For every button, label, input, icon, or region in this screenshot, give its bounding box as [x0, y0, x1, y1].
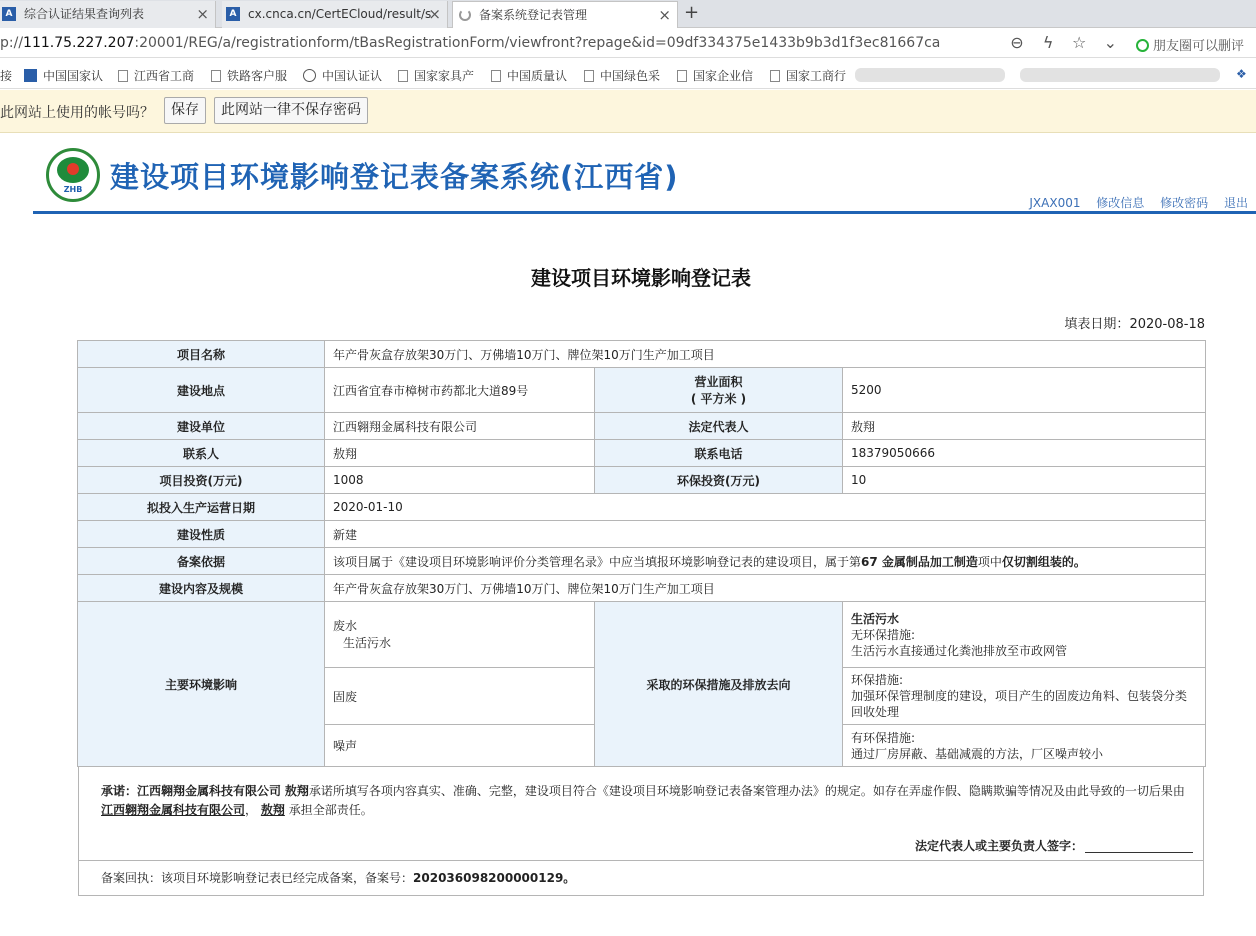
nature-label: 建设性质 — [78, 521, 325, 548]
browser-tab-1[interactable] — [0, 1, 216, 28]
contact-value: 敖翔 — [325, 440, 595, 467]
page-icon — [491, 70, 501, 82]
bookmark-item[interactable]: 中国质量认 — [491, 67, 567, 84]
logout-link[interactable]: 退出 — [1223, 196, 1248, 210]
user-account-link[interactable]: JXAX001 — [1029, 196, 1081, 210]
page-icon — [770, 70, 780, 82]
tab-label: 备案系统登记表管理 — [479, 8, 588, 22]
area-label: 营业面积 ( 平方米 ) — [595, 368, 843, 413]
star-bookmark-icon[interactable]: ☆ — [1072, 33, 1087, 52]
signature-field: 法定代表人或主要负责人签字： — [915, 837, 1193, 856]
edit-info-link[interactable]: 修改信息 — [1096, 196, 1145, 210]
close-tab-icon[interactable]: × — [658, 6, 671, 24]
paw-icon[interactable]: ❖ — [1236, 67, 1247, 81]
site-title: 建设项目环境影响登记表备案系统(江西省) — [110, 160, 679, 194]
url-text[interactable]: p://111.75.227.207:20001/REG/a/registrationform/tBasRegistrationForm/viewfront?repage&id=09df334375e1433b9b3d1f3ec81667ca — [0, 35, 941, 51]
table-row — [78, 341, 1206, 368]
site-favicon-icon: A — [226, 7, 240, 21]
close-tab-icon[interactable]: × — [428, 5, 441, 23]
env-investment-value: 10 — [843, 467, 1206, 494]
save-password-button[interactable]: 保存 — [164, 97, 206, 124]
bookmark-item[interactable]: 中国认证认 — [303, 67, 382, 84]
loading-spinner-icon — [459, 9, 471, 21]
impact-solid-waste: 固废 — [325, 668, 595, 725]
page-icon — [584, 70, 594, 82]
filing-receipt: 备案回执：该项目环境影响登记表已经完成备案，备案号：202036098200000129。 — [78, 860, 1204, 896]
table-row — [78, 413, 1206, 440]
start-date-value: 2020-01-10 — [325, 494, 1206, 521]
user-links — [1017, 194, 1248, 211]
impact-noise: 噪声 — [325, 725, 595, 767]
bookmark-item[interactable]: 国家工商行 — [770, 67, 846, 84]
location-label: 建设地点 — [78, 368, 325, 413]
fill-date: 填表日期：2020-08-18 — [1064, 317, 1205, 332]
impact-wastewater: 废水 生活污水 — [325, 602, 595, 668]
investment-value: 1008 — [325, 467, 595, 494]
browser-tab-bar — [0, 0, 1256, 28]
form-title: 建设项目环境影响登记表 — [531, 266, 751, 290]
start-date-label: 拟投入生产运营日期 — [78, 494, 325, 521]
lightning-icon[interactable]: ϟ — [1042, 33, 1054, 52]
measure-noise: 有环保措施: 通过厂房屏蔽、基础减震的方法，厂区噪声较小 — [843, 725, 1206, 767]
bookmark-item[interactable]: 国家企业信 — [677, 67, 753, 84]
impact-row — [78, 602, 1206, 668]
never-save-password-button[interactable]: 此网站一律不保存密码 — [214, 97, 368, 124]
measure-solid-waste: 环保措施: 加强环保管理制度的建设，项目产生的固废边角料、包装袋分类回收处理 — [843, 668, 1206, 725]
bookmark-item[interactable]: 江西省工商 — [118, 67, 194, 84]
table-row — [78, 440, 1206, 467]
legal-rep-label: 法定代表人 — [595, 413, 843, 440]
blurred-bookmarks — [855, 68, 1005, 82]
blurred-bookmarks — [1020, 68, 1220, 82]
basis-label: 备案依据 — [78, 548, 325, 575]
page-icon — [118, 70, 128, 82]
pledge-text: 承诺：江西翱翔金属科技有限公司 敖翔承诺所填写各项内容真实、准确、完整，建设项目符合《建设项目环境影响登记表备案管理办法》的规定。如存在弄虚作假、隐瞒欺骗等情况及由此导致的一切后果由 江西翱翔金属科技有限公司， 敖翔 承担全部责任。 — [101, 784, 1185, 817]
env-investment-label: 环保投资(万元) — [595, 467, 843, 494]
password-save-bar — [0, 90, 1256, 133]
bookmark-item[interactable]: 中国绿色采 — [584, 67, 660, 84]
impacts-label: 主要环境影响 — [78, 602, 325, 767]
investment-label: 项目投资(万元) — [78, 467, 325, 494]
bookmark-item[interactable]: 接 — [0, 69, 13, 83]
table-row — [78, 521, 1206, 548]
nature-value: 新建 — [325, 521, 1206, 548]
zhb-logo: ZHB — [46, 148, 100, 202]
tab-label: cx.cnca.cn/CertECloud/result/s — [248, 7, 432, 21]
project-name-value: 年产骨灰盒存放架30万门、万佛墙10万门、牌位架10万门生产加工项目 — [325, 341, 1206, 368]
search-engine-icon — [1136, 39, 1149, 52]
page-icon — [398, 70, 408, 82]
contact-label: 联系人 — [78, 440, 325, 467]
unit-value: 江西翱翔金属科技有限公司 — [325, 413, 595, 440]
legal-rep-value: 敖翔 — [843, 413, 1206, 440]
browser-tab-2[interactable] — [222, 1, 448, 28]
table-row — [78, 368, 1206, 413]
browser-tab-3-active[interactable] — [452, 1, 678, 28]
basis-value: 该项目属于《建设项目环境影响评价分类管理名录》中应当填报环境影响登记表的建设项目，属于第67 金属制品加工制造项中仅切割组装的。 — [325, 548, 1206, 575]
page-icon — [677, 70, 687, 82]
unit-label: 建设单位 — [78, 413, 325, 440]
registration-table — [77, 340, 1206, 767]
bookmark-favicon-icon — [24, 69, 37, 82]
bookmark-item[interactable]: 国家家具产 — [398, 67, 474, 84]
site-favicon-icon: A — [2, 7, 16, 21]
address-bar[interactable] — [0, 29, 1256, 58]
globe-icon — [303, 69, 316, 82]
phone-value: 18379050666 — [843, 440, 1206, 467]
chevron-down-icon[interactable]: ⌄ — [1103, 33, 1117, 52]
location-value: 江西省宜春市樟树市药都北大道89号 — [325, 368, 595, 413]
measure-wastewater: 生活污水 无环保措施: 生活污水直接通过化粪池排放至市政网管 — [843, 602, 1206, 668]
table-row — [78, 548, 1206, 575]
new-tab-button[interactable]: + — [684, 2, 700, 23]
table-row — [78, 494, 1206, 521]
edit-password-link[interactable]: 修改密码 — [1160, 196, 1209, 210]
close-tab-icon[interactable]: × — [196, 5, 209, 23]
tab-label: 综合认证结果查询列表 — [24, 7, 145, 21]
table-row — [78, 467, 1206, 494]
phone-label: 联系电话 — [595, 440, 843, 467]
header-divider — [33, 211, 1256, 214]
bookmark-item[interactable]: 中国国家认 — [24, 67, 103, 84]
project-name-label: 项目名称 — [78, 341, 325, 368]
search-suggestion[interactable]: 朋友圈可以删评 — [1136, 35, 1244, 54]
table-row — [78, 575, 1206, 602]
page-icon — [211, 70, 221, 82]
signature-line — [1085, 839, 1193, 853]
bookmark-item[interactable]: 铁路客户服 — [211, 67, 287, 84]
bookmarks-bar — [0, 59, 1256, 89]
content-value: 年产骨灰盒存放架30万门、万佛墙10万门、牌位架10万门生产加工项目 — [325, 575, 1206, 602]
zoom-icon[interactable]: ⊖ — [1010, 33, 1024, 52]
password-prompt-text: 此网站上使用的帐号吗？ — [0, 105, 154, 121]
content-label: 建设内容及规模 — [78, 575, 325, 602]
pledge-section — [78, 766, 1204, 861]
measures-label: 采取的环保措施及排放去向 — [595, 602, 843, 767]
area-value: 5200 — [843, 368, 1206, 413]
